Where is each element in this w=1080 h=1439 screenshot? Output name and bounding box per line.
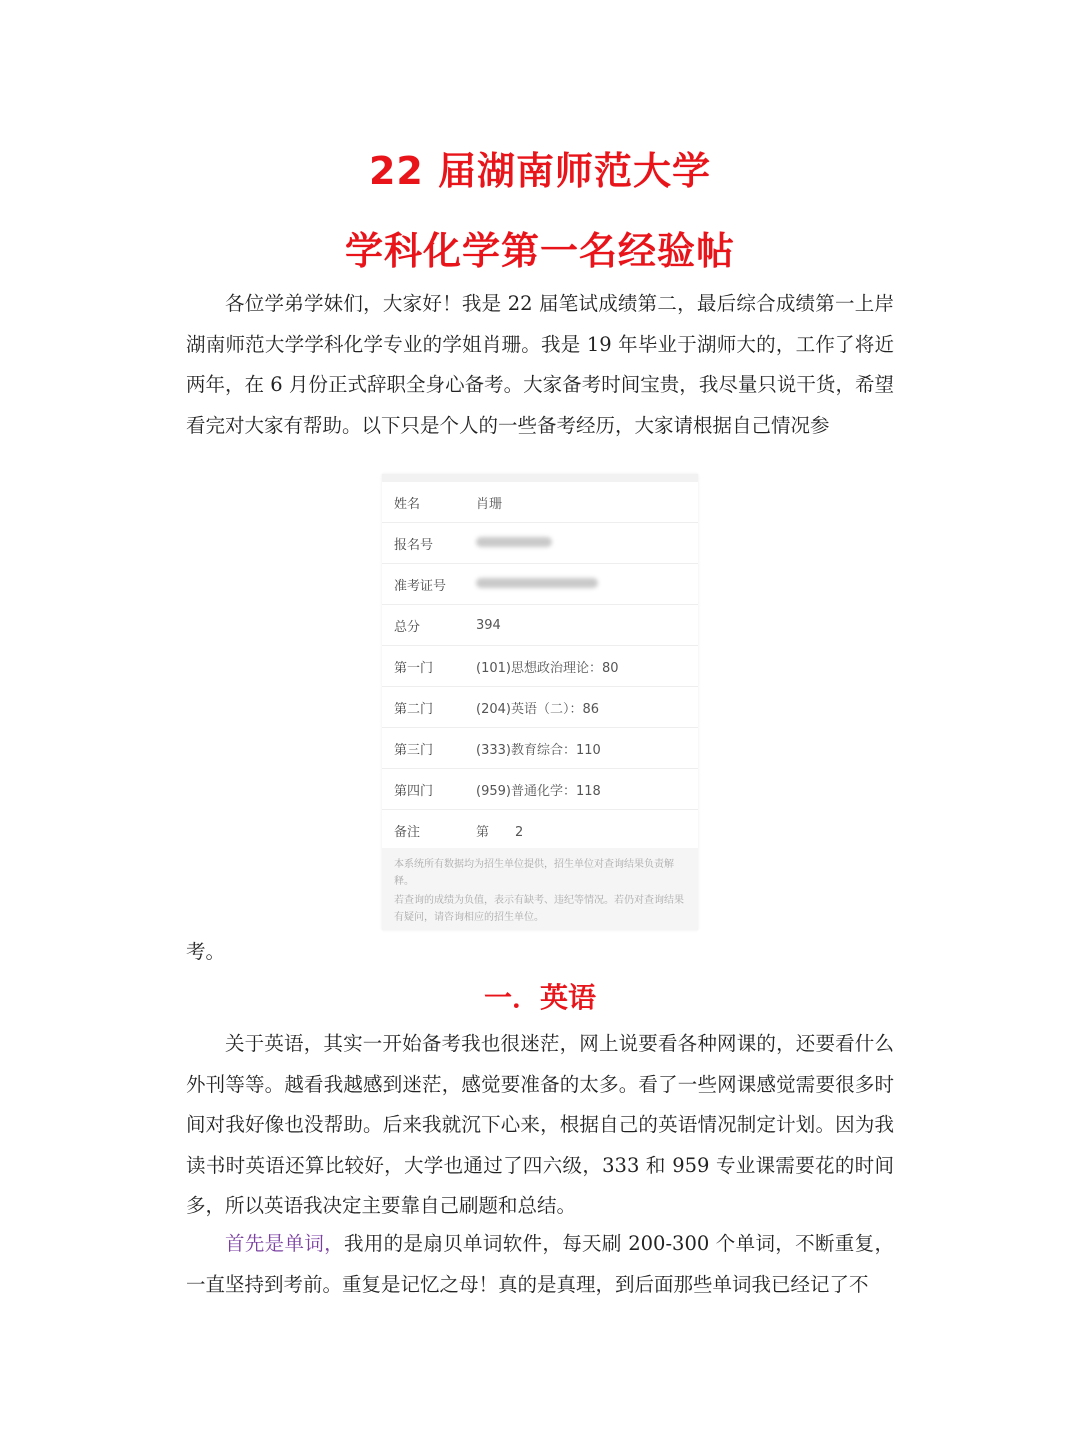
score-row-label: 准考证号 [394, 578, 447, 594]
score-card-note [382, 848, 698, 930]
score-card [382, 474, 698, 930]
page-title-line2: 学科化学第一名经验帖 [344, 229, 735, 273]
score-row-subject-3 [382, 728, 698, 769]
score-row-subject-1 [382, 646, 698, 687]
score-row-value: (333)教育综合：110 [476, 742, 601, 758]
intro-paragraph-tail: 考。 [186, 940, 226, 963]
score-row-name [382, 482, 698, 523]
note-line: 本系统所有数据均为招生单位提供，招生单位对查询结果负责解释。 [394, 859, 674, 887]
redacted-value [476, 537, 552, 547]
paragraph-text: 我用的是扇贝单词软件，每天刷 200-300 个单词，不断重复，一直坚持到考前。重复是记忆之母！真的是真理，到后面那些单词我已经记了不 [186, 1232, 894, 1296]
score-row-value [476, 577, 698, 592]
score-row-label: 备注 [394, 824, 421, 840]
section-heading-english: 一．英语 [483, 981, 596, 1014]
highlight-text: 首先是单词， [225, 1232, 345, 1255]
score-row-value: 第 2 [476, 824, 524, 840]
score-row-remark [382, 810, 698, 851]
note-line: 若查询的成绩为负值，表示有缺考、违纪等情况。若仍对查询结果有疑问，请咨询相应的招生单位。 [394, 895, 684, 923]
score-row-subject-2 [382, 687, 698, 728]
score-row-label: 第一门 [394, 660, 434, 676]
score-row-value: 394 [476, 617, 501, 633]
score-row-label: 报名号 [394, 537, 434, 553]
score-row-value: (204)英语（二）：86 [476, 701, 599, 717]
page-title-line1: 22 届湖南师范大学 [368, 149, 712, 193]
score-row-label: 总分 [394, 619, 421, 635]
score-row-value: 肖珊 [476, 496, 503, 512]
score-row-total [382, 605, 698, 646]
score-card-header-bar [382, 474, 698, 482]
intro-paragraph: 各位学弟学妹们，大家好！我是 22 届笔试成绩第二，最后综合成绩第一上岸湖南师范大学学科化学专业的学姐肖珊。我是 19 年毕业于湖师大的，工作了将近两年，在 6 月份正式辞职全身心备考。大家备考时间宝贵，我尽量只说干货，希望看完对大家有帮助。以下只是个人的一些备考经历，大家请根据自己情况参 [186, 292, 894, 437]
score-row-registration [382, 523, 698, 564]
score-row-label: 第四门 [394, 783, 434, 799]
score-row-subject-4 [382, 769, 698, 810]
score-row-value [476, 536, 698, 551]
english-paragraph-1: 关于英语，其实一开始备考我也很迷茫，网上说要看各种网课的，还要看什么外刊等等。越看我越感到迷茫，感觉要准备的太多。看了一些网课感觉需要很多时间对我好像也没帮助。后来我就沉下心来，根据自己的英语情况制定计划。因为我读书时英语还算比较好，大学也通过了四六级，333 和 959 专业课需要花的时间多，所以英语我决定主要靠自己刷题和总结。 [186, 1032, 894, 1217]
score-row-label: 第二门 [394, 701, 434, 717]
redacted-value [476, 578, 598, 588]
score-row-value: (959)普通化学：118 [476, 783, 601, 799]
score-row-label: 第三门 [394, 742, 434, 758]
score-row-value: (101)思想政治理论：80 [476, 660, 619, 676]
english-paragraph-2 [186, 1224, 894, 1305]
score-row-ticket [382, 564, 698, 605]
score-row-label: 姓名 [394, 496, 421, 512]
